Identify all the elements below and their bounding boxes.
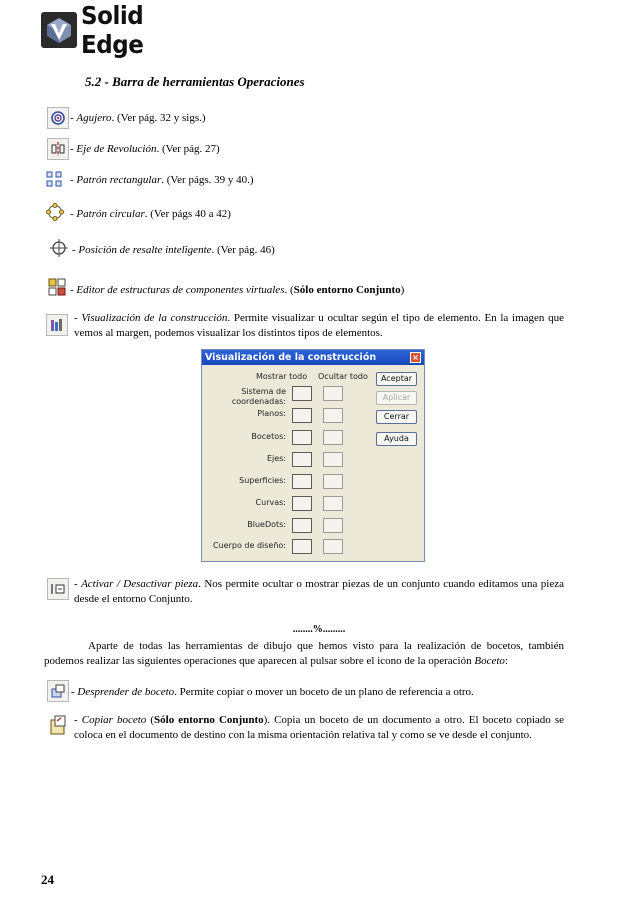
row-label-planes: Planos: [257, 409, 286, 418]
show-design-body-button[interactable] [292, 539, 312, 554]
solid-edge-cube-icon [41, 12, 77, 48]
hide-sketches-button[interactable] [323, 430, 343, 445]
row-label-bluedots: BlueDots: [247, 520, 286, 529]
separator: ........%......... [292, 624, 346, 635]
sketch-intro-paragraph: Aparte de todas las herramientas de dibujo que hemos visto para la realización de bocetos, también podemos realizar las siguientes operaciones que aparecen al pulsar sobre el icono de la operación Boceto: [44, 640, 564, 667]
accept-button[interactable]: Aceptar [376, 372, 417, 386]
row-label-curves: Curvas: [255, 498, 286, 507]
apply-button[interactable]: Aplicar [376, 391, 417, 405]
copy-sketch-text: - Copiar boceto (Sólo entorno Conjunto). Copia un boceto de un documento a otro. El boceto copiado se coloca en el documento de destino con la misma orientación relativa tal y como se ve desde el conjunto. [74, 714, 565, 741]
show-axes-button[interactable] [292, 452, 312, 467]
show-coords-button[interactable] [292, 386, 312, 401]
virtual-components-editor-icon [46, 276, 68, 298]
rectangular-pattern-icon [43, 168, 65, 190]
tool-text-hole: - Agujero. (Ver pág. 32 y sigs.) [70, 112, 206, 124]
close-button[interactable]: Cerrar [376, 410, 417, 424]
circular-pattern-icon [44, 201, 66, 223]
tool-row-circular-pattern [44, 201, 66, 223]
col-show-all: Mostrar todo [256, 372, 308, 381]
activate-part-text: - Activar / Desactivar pieza. Nos permite ocultar o mostrar piezas de un conjunto cuando editamos una pieza desde el entorno Conjunto. [74, 578, 564, 605]
construction-view-icon [46, 314, 68, 336]
dialog-title-bar [202, 350, 424, 365]
hide-axes-button[interactable] [323, 452, 343, 467]
hide-bluedots-button[interactable] [323, 518, 343, 533]
row-label-sketches: Bocetos: [251, 432, 286, 441]
col-hide-all: Ocultar todo [318, 372, 368, 381]
detach-sketch-text: - Desprender de boceto. Permite copiar o mover un boceto de un plano de referencia a otro. [71, 686, 474, 698]
tool-row-revolve-axis [47, 138, 69, 160]
hide-curves-button[interactable] [323, 496, 343, 511]
hide-planes-button[interactable] [323, 408, 343, 423]
help-button[interactable]: Ayuda [376, 432, 417, 446]
row-label-design-body: Cuerpo de diseño: [213, 541, 286, 550]
hide-surfaces-button[interactable] [323, 474, 343, 489]
tool-text-revolve-axis: - Eje de Revolución. (Ver pág. 27) [70, 143, 220, 155]
row-label-axes: Ejes: [266, 454, 286, 463]
smart-position-icon [48, 237, 70, 259]
hide-coords-button[interactable] [323, 386, 343, 401]
tool-row-activate-part [47, 578, 69, 600]
row-label-coords: Sistema de coordenadas: [231, 387, 286, 406]
tool-text-circular-pattern: - Patrón circular. (Ver págs 40 a 42) [70, 208, 231, 220]
activate-part-icon [47, 578, 69, 600]
tool-row-virtual-components [46, 276, 68, 298]
construction-view-dialog [201, 349, 425, 562]
solid-edge-logo [41, 1, 186, 59]
tool-text-smart-position: - Posición de resalte inteligente. (Ver pág. 46) [72, 244, 275, 256]
copy-sketch-icon [48, 714, 70, 736]
row-label-surfaces: Superficies: [239, 476, 286, 485]
tool-row-construction-view [46, 314, 68, 336]
hide-design-body-button[interactable] [323, 539, 343, 554]
tool-row-copy-sketch [48, 714, 70, 736]
tool-text-rectangular-pattern: - Patrón rectangular. (Ver págs. 39 y 40.) [70, 174, 254, 186]
show-bluedots-button[interactable] [292, 518, 312, 533]
close-icon[interactable]: × [410, 352, 421, 363]
construction-view-text: - Visualización de la construcción. Permite visualizar u ocultar según el tipo de elemento. En la imagen que vemos al margen, podemos visualizar los distintos tipos de elementos. [74, 312, 565, 339]
tool-row-hole [47, 107, 69, 129]
show-curves-button[interactable] [292, 496, 312, 511]
tool-text-virtual-components: - Editor de estructuras de componentes virtuales. (Sólo entorno Conjunto) [70, 284, 405, 296]
tool-row-smart-position [48, 237, 70, 259]
detach-sketch-icon [47, 680, 69, 702]
hole-icon [47, 107, 69, 129]
revolve-axis-icon [47, 138, 69, 160]
dialog-title: Visualización de la construcción [205, 352, 377, 363]
tool-row-detach-sketch [47, 680, 69, 702]
section-title: 5.2 - Barra de herramientas Operaciones [85, 74, 305, 89]
page-number: 24 [41, 872, 54, 887]
show-surfaces-button[interactable] [292, 474, 312, 489]
tool-row-rectangular-pattern [43, 168, 65, 190]
show-planes-button[interactable] [292, 408, 312, 423]
logo-text: Solid Edge [81, 1, 144, 59]
show-sketches-button[interactable] [292, 430, 312, 445]
